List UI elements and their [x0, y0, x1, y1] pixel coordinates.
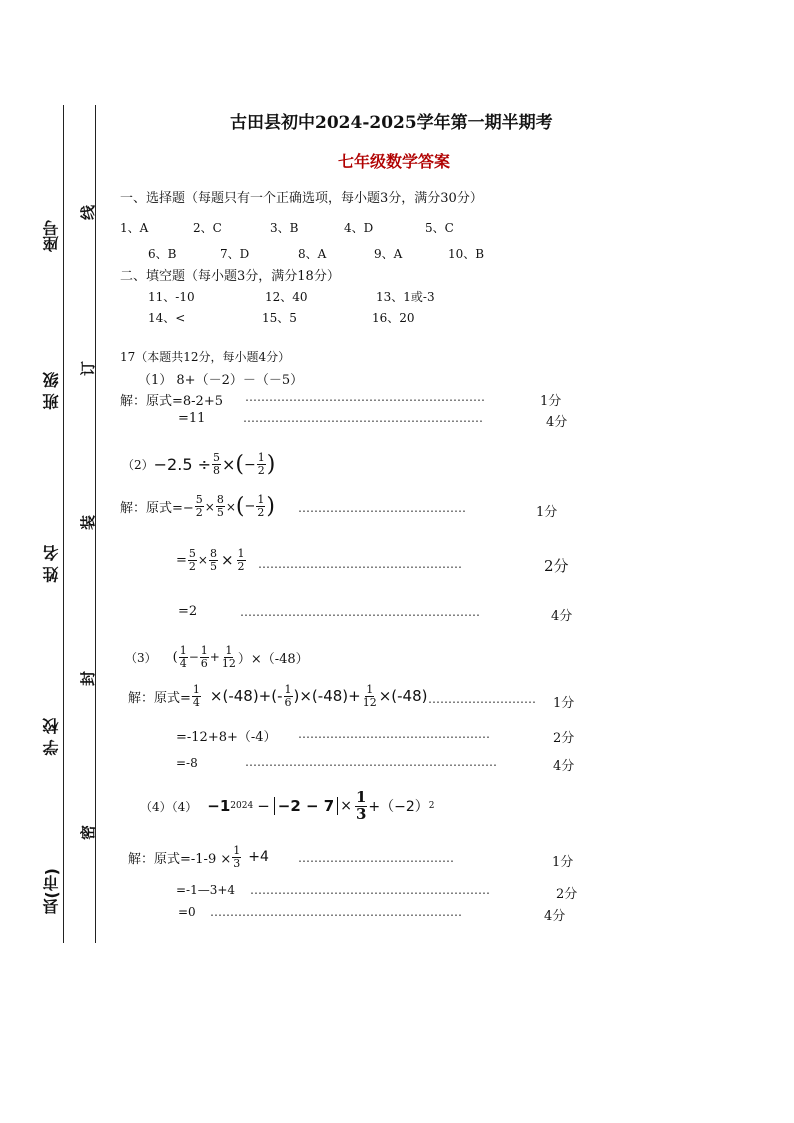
- section1-heading: 一、选择题（每题只有一个正确选项，每小题3分，满分30分）: [120, 191, 483, 206]
- q17-4-step1-prefix: 解：原式=-1-9 ×: [128, 851, 232, 867]
- mc-answer-3: 3、B: [270, 221, 299, 235]
- q17-4-step1: [128, 845, 269, 869]
- page-subtitle: 七年级数学答案: [338, 152, 451, 171]
- q17-1-step2: =11: [178, 411, 206, 426]
- fraction: $\frac{1}{3}$: [355, 788, 367, 823]
- seal-xian: 线: [79, 204, 98, 221]
- dot-leader: ……………………………………………………: [250, 883, 490, 897]
- fill-answer-11: 11、-10: [148, 290, 195, 304]
- q17-4-label: （4）（4）: [140, 799, 198, 814]
- seal-ding: 订: [79, 360, 98, 377]
- q17-3-tail: ）×（-48）: [237, 651, 309, 667]
- q17-4-exponent: 2024: [230, 801, 254, 812]
- mc-answer-9: 9、A: [374, 247, 403, 261]
- fraction: $\frac{8}{5}$: [209, 547, 217, 573]
- q17-3-step1: [128, 684, 428, 708]
- fraction: $\frac{1}{12}$: [221, 644, 236, 670]
- fill-answer-16: 16、20: [372, 311, 415, 325]
- q17-4-step1-suffix: +4: [248, 849, 269, 866]
- mc-answer-10: 10、B: [448, 247, 485, 261]
- seal-feng: 封: [79, 670, 98, 687]
- q17-2-step1-score: 1分: [536, 505, 558, 520]
- fraction: $\frac{8}{5}$: [216, 493, 224, 519]
- dot-leader: ……………………………………………………: [240, 605, 480, 619]
- seal-mi: 密: [79, 824, 98, 841]
- fraction: $\frac{5}{8}$: [212, 451, 220, 477]
- mc-answer-2: 2、C: [193, 221, 222, 235]
- q17-2-step2-prefix: =: [176, 552, 187, 568]
- seat-label: 座号: [42, 220, 61, 252]
- fraction: $\frac{1}{2}$: [237, 547, 245, 573]
- q17-4-step3: =0: [178, 905, 196, 919]
- q17-3-step2-score: 2分: [553, 731, 575, 746]
- fill-answer-12: 12、40: [265, 290, 308, 304]
- dot-leader: ………………………………………………………: [210, 905, 462, 919]
- dot-leader: …………………………………………: [298, 727, 490, 741]
- q17-4-step1-score: 1分: [552, 855, 574, 870]
- fraction: $\frac{1}{2}$: [257, 493, 265, 519]
- q17-1-step2-score: 4分: [546, 415, 568, 430]
- q17-2-step2-score: 2分: [544, 557, 569, 575]
- seal-zhuang: 装: [79, 514, 98, 531]
- q17-2-step3: =2: [178, 604, 198, 619]
- q17-2-problem: （2） −2.5 ÷ $\frac{5}{8}$ × ( − $\frac{1}{2}$ ): [122, 451, 276, 477]
- q17-2-label: （2）: [122, 458, 154, 472]
- fill-answer-13: 13、1或-3: [376, 290, 435, 304]
- dot-leader: ……………………………………………………: [243, 411, 483, 425]
- q17-3-step2: =-12+8+（-4）: [176, 730, 277, 745]
- page-title: 古田县初中2024-2025学年第一期半期考: [230, 113, 553, 133]
- dot-leader: ………………………………………………………: [245, 755, 497, 769]
- fraction: $\frac{1}{12}$: [362, 683, 377, 709]
- q17-4-step2: =-1—3+4: [176, 883, 236, 897]
- mc-answer-1: 1、A: [120, 221, 149, 235]
- q17-1-step1: 解：原式=8-2+5: [120, 394, 223, 409]
- q17-heading: 17（本题共12分，每小题4分）: [120, 350, 291, 364]
- dot-leader: ………………………: [428, 692, 536, 706]
- fraction: $\frac{1}{6}$: [284, 683, 292, 709]
- binding-line-outer: [63, 105, 64, 943]
- mc-answer-6: 6、B: [148, 247, 177, 261]
- dot-leader: …………………………………: [298, 851, 454, 865]
- q17-4-step2-score: 2分: [556, 887, 578, 902]
- q17-4-step3-score: 4分: [544, 909, 566, 924]
- q17-3-step3-score: 4分: [553, 759, 575, 774]
- q17-3-problem: （3） ( $\frac{1}{4}$ − $\frac{1}{6}$ + $\frac{1}{12}$ ）×（-48）: [125, 644, 309, 670]
- q17-1-step1-score: 1分: [540, 394, 562, 409]
- q17-2-step2: = $\frac{5}{2}$ × $\frac{8}{5}$ × $\frac{1}{2}$: [176, 547, 245, 573]
- q17-3-step1-score: 1分: [553, 696, 575, 711]
- q17-4-problem: （4）（4） −1 2024 − −2 − 7 × $\frac{1}{3}$ +（−2） 2: [140, 788, 435, 823]
- dot-leader: ……………………………………………: [258, 557, 462, 571]
- q17-3-step1-mid1: ×(-48)+(-: [209, 687, 283, 706]
- q17-2-step1-prefix: 解：原式=−: [120, 501, 194, 516]
- section2-heading: 二、填空题（每小题3分，满分18分）: [120, 269, 340, 284]
- class-label: 班 级: [42, 372, 61, 410]
- q17-2-lead: −2.5 ÷: [153, 455, 211, 474]
- mc-answer-4: 4、D: [344, 221, 374, 235]
- q17-3-label: （3）: [125, 650, 157, 665]
- fraction: $\frac{1}{4}$: [192, 683, 200, 709]
- mc-answer-7: 7、D: [220, 247, 250, 261]
- q17-2-step3-score: 4分: [551, 609, 573, 624]
- q17-1-problem: （1） 8+（－2）－（－5）: [138, 373, 304, 388]
- mc-answer-8: 8、A: [298, 247, 327, 261]
- dot-leader: ……………………………………: [298, 501, 466, 515]
- q17-3-step3: =-8: [176, 756, 198, 770]
- fraction: $\frac{1}{3}$: [233, 844, 241, 870]
- mc-answer-5: 5、C: [425, 221, 454, 235]
- q17-3-step1-mid3: ×(-48): [378, 687, 428, 706]
- fill-answer-14: 14、<: [148, 311, 186, 325]
- fraction: $\frac{1}{4}$: [179, 644, 187, 670]
- q17-3-step1-mid2: )×(-48)+: [293, 687, 361, 706]
- fraction: $\frac{1}{6}$: [200, 644, 208, 670]
- q17-3-step1-prefix: 解：原式=: [128, 690, 191, 706]
- name-label: 姓 名: [42, 545, 61, 583]
- fraction: $\frac{1}{2}$: [257, 451, 265, 477]
- q17-2-step1: 解：原式=− $\frac{5}{2}$ × $\frac{8}{5}$ × ( − $\frac{1}{2}$ ): [120, 493, 276, 519]
- fill-answer-15: 15、5: [262, 311, 297, 325]
- school-label: 学 校: [42, 718, 61, 756]
- county-label: 县(市): [42, 868, 61, 915]
- dot-leader: ……………………………………………………: [245, 390, 485, 404]
- fraction: $\frac{5}{2}$: [188, 547, 196, 573]
- fraction: $\frac{5}{2}$: [195, 493, 203, 519]
